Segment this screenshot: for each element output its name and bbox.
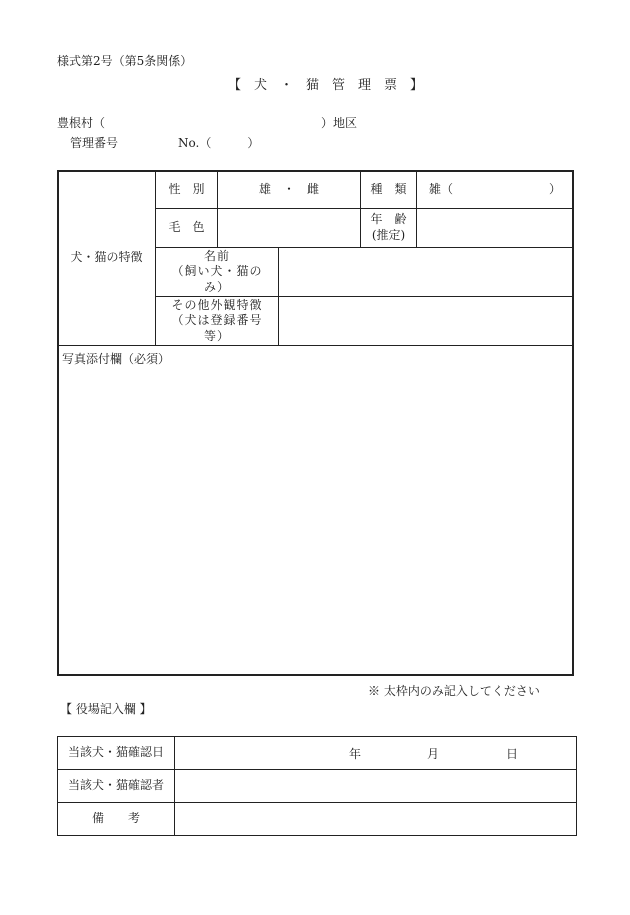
remarks-field[interactable]: [175, 803, 576, 835]
grid-line: [57, 345, 573, 346]
breed-label: 種 類: [370, 181, 407, 196]
confirmer-label: 当該犬・猫確認者: [67, 778, 164, 793]
name-field[interactable]: [279, 248, 573, 296]
age-label-line2: (推定): [371, 228, 406, 242]
management-number-field[interactable]: No.（ ）: [178, 136, 260, 150]
name-label: [156, 248, 278, 296]
coat-color-label: 毛 色: [168, 220, 205, 235]
other-label-line1: その他外観特徴: [171, 297, 263, 312]
confirmer-field[interactable]: [175, 770, 576, 802]
office-section-title: 【 役場記入欄 】: [60, 702, 152, 716]
age-label: [361, 209, 416, 247]
coat-color-field[interactable]: [218, 209, 360, 247]
sex-label: 性 別: [168, 181, 205, 196]
instruction-note: ※ 太枠内のみ記入してください: [368, 684, 540, 698]
name-label-line3: み）: [203, 279, 230, 294]
confirm-date-label: 当該犬・猫確認日: [67, 745, 164, 760]
other-label-line3: 等）: [203, 328, 230, 343]
photo-attach-area[interactable]: [58, 368, 572, 674]
year-label: 年: [349, 747, 362, 761]
photo-section-label: 写真添付欄（必須）: [62, 352, 171, 366]
other-label-line2: （犬は登録番号: [171, 313, 263, 328]
age-field[interactable]: [417, 209, 573, 247]
day-label: 日: [506, 747, 519, 761]
age-label-line1: 年 齢: [370, 212, 407, 227]
name-label-line1: 名前: [203, 248, 230, 263]
month-label: 月: [427, 747, 440, 761]
remarks-label: 備 考: [91, 811, 140, 826]
sex-selector[interactable]: 雄 ・ 雌: [258, 181, 319, 196]
management-number-label: 管理番号: [70, 136, 119, 150]
features-section-label: 犬・猫の特徴: [70, 250, 143, 265]
breed-field[interactable]: 雑（ ）: [428, 181, 561, 196]
other-features-label: [156, 297, 278, 345]
page-title: 【 犬 ・ 猫 管 理 票 】: [228, 78, 424, 93]
name-label-line2: （飼い犬・猫の: [171, 264, 263, 279]
other-features-field[interactable]: [279, 297, 573, 345]
village-district-field[interactable]: 豊根村（ ）地区: [57, 116, 358, 130]
form-number: 様式第2号（第5条関係）: [57, 54, 193, 68]
